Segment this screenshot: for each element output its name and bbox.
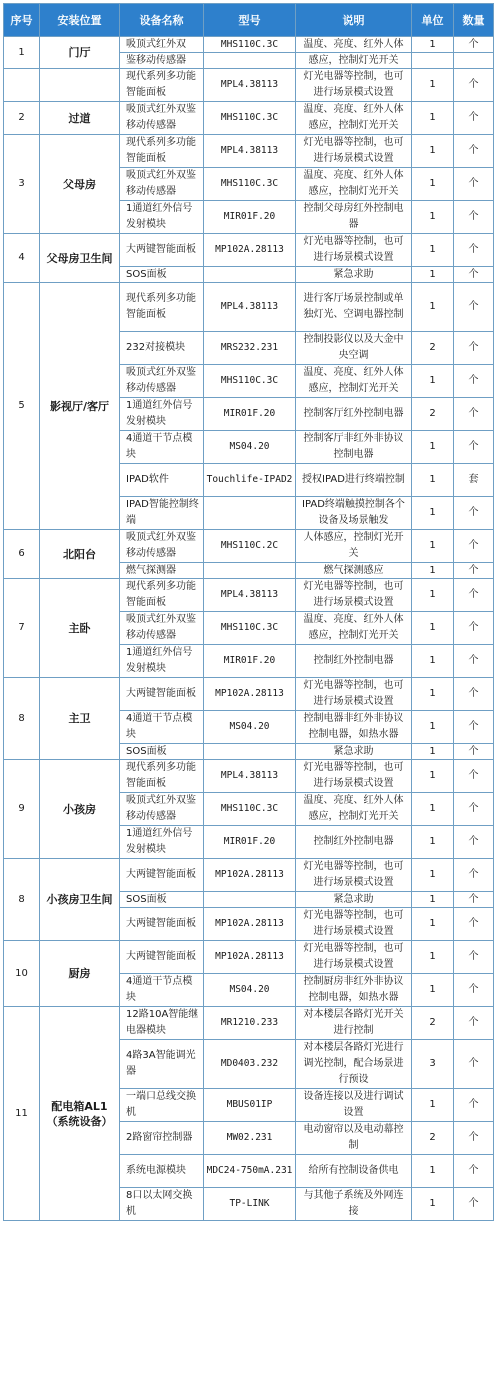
row-number: 6 bbox=[4, 530, 40, 579]
header-quantity: 数量 bbox=[454, 4, 494, 37]
row-number: 2 bbox=[4, 102, 40, 135]
table-row bbox=[4, 283, 494, 332]
row-device: 现代系列多功能智能面板 bbox=[120, 283, 204, 332]
header-device: 设备名称 bbox=[120, 4, 204, 37]
row-description: 感应，控制灯光开关 bbox=[296, 53, 412, 69]
row-device: SOS面板 bbox=[120, 267, 204, 283]
row-model: MIR01F.20 bbox=[204, 201, 296, 234]
row-description: 温度、亮度、红外人体感应，控制灯光开关 bbox=[296, 102, 412, 135]
row-description: 设备连接以及进行调试设置 bbox=[296, 1089, 412, 1122]
row-description: 灯光电器等控制，也可进行场景模式设置 bbox=[296, 678, 412, 711]
row-quantity: 个 bbox=[454, 497, 494, 530]
row-description: 温度、亮度、红外人体感应，控制灯光开关 bbox=[296, 793, 412, 826]
row-description: 灯光电器等控制，也可进行场景模式设置 bbox=[296, 941, 412, 974]
row-device: 吸顶式红外双鉴移动传感器 bbox=[120, 612, 204, 645]
row-location: 厨房 bbox=[40, 941, 120, 1007]
row-location: 配电箱AL1（系统设备） bbox=[40, 1007, 120, 1221]
row-quantity: 个 bbox=[454, 102, 494, 135]
row-model: MHS110C.3C bbox=[204, 168, 296, 201]
row-description: 控制投影仪以及大金中央空调 bbox=[296, 332, 412, 365]
row-device: 大两键智能面板 bbox=[120, 908, 204, 941]
row-device: 232对接模块 bbox=[120, 332, 204, 365]
row-description: 进行客厅场景控制或单独灯光、空调电器控制 bbox=[296, 283, 412, 332]
row-model bbox=[204, 892, 296, 908]
row-description: 人体感应，控制灯光开关 bbox=[296, 530, 412, 563]
row-quantity: 个 bbox=[454, 859, 494, 892]
header-unit: 单位 bbox=[412, 4, 454, 37]
row-quantity: 个 bbox=[454, 1040, 494, 1089]
row-description: 紧急求助 bbox=[296, 892, 412, 908]
row-device: 现代系列多功能智能面板 bbox=[120, 69, 204, 102]
row-model: MHS110C.3C bbox=[204, 365, 296, 398]
row-device: 4路3A智能调光器 bbox=[120, 1040, 204, 1089]
row-unit: 2 bbox=[412, 1007, 454, 1040]
row-quantity: 个 bbox=[454, 168, 494, 201]
table-row bbox=[4, 69, 494, 102]
row-model: MHS110C.3C bbox=[204, 102, 296, 135]
row-description: 温度、亮度、红外人体感应，控制灯光开关 bbox=[296, 168, 412, 201]
row-unit: 1 bbox=[412, 563, 454, 579]
row-quantity: 个 bbox=[454, 941, 494, 974]
table-row bbox=[4, 859, 494, 892]
row-device: 4通道干节点模块 bbox=[120, 711, 204, 744]
row-unit: 1 bbox=[412, 793, 454, 826]
row-quantity: 个 bbox=[454, 760, 494, 793]
row-model: MIR01F.20 bbox=[204, 826, 296, 859]
row-model: MS04.20 bbox=[204, 974, 296, 1007]
row-description: 燃气探测感应 bbox=[296, 563, 412, 579]
row-quantity: 个 bbox=[454, 744, 494, 760]
row-unit: 1 bbox=[412, 760, 454, 793]
row-description: 灯光电器等控制，也可进行场景模式设置 bbox=[296, 908, 412, 941]
row-model: MBUS01IP bbox=[204, 1089, 296, 1122]
row-quantity: 个 bbox=[454, 974, 494, 1007]
row-location: 过道 bbox=[40, 102, 120, 135]
row-number: 3 bbox=[4, 135, 40, 234]
row-description: 给所有控制设备供电 bbox=[296, 1155, 412, 1188]
row-quantity: 个 bbox=[454, 283, 494, 332]
row-device: 大两键智能面板 bbox=[120, 234, 204, 267]
row-quantity: 个 bbox=[454, 892, 494, 908]
row-description: 与其他子系统及外网连接 bbox=[296, 1188, 412, 1221]
row-device: 2路窗帘控制器 bbox=[120, 1122, 204, 1155]
row-location: 父母房卫生间 bbox=[40, 234, 120, 283]
row-quantity: 个 bbox=[454, 1122, 494, 1155]
row-quantity: 个 bbox=[454, 1188, 494, 1221]
row-device: 4通道干节点模块 bbox=[120, 431, 204, 464]
table-row bbox=[4, 102, 494, 135]
row-unit: 1 bbox=[412, 283, 454, 332]
row-model: MHS110C.3C bbox=[204, 37, 296, 53]
row-location: 小孩房卫生间 bbox=[40, 859, 120, 941]
row-unit: 1 bbox=[412, 201, 454, 234]
row-quantity: 个 bbox=[454, 1155, 494, 1188]
row-description: 对本楼层各路灯光开关进行控制 bbox=[296, 1007, 412, 1040]
row-unit: 1 bbox=[412, 892, 454, 908]
row-quantity: 个 bbox=[454, 645, 494, 678]
row-number: 5 bbox=[4, 283, 40, 530]
row-model: MP102A.28113 bbox=[204, 678, 296, 711]
row-quantity: 个 bbox=[454, 793, 494, 826]
row-model: MPL4.38113 bbox=[204, 579, 296, 612]
row-model bbox=[204, 53, 296, 69]
row-device: 1通道红外信号发射模块 bbox=[120, 398, 204, 431]
equipment-table bbox=[3, 3, 494, 1221]
row-location: 北阳台 bbox=[40, 530, 120, 579]
row-model: MHS110C.2C bbox=[204, 530, 296, 563]
row-model bbox=[204, 563, 296, 579]
row-device: IPAD软件 bbox=[120, 464, 204, 497]
row-model bbox=[204, 744, 296, 760]
row-model: MP102A.28113 bbox=[204, 859, 296, 892]
row-unit: 1 bbox=[412, 859, 454, 892]
row-device: 大两键智能面板 bbox=[120, 678, 204, 711]
row-quantity: 个 bbox=[454, 135, 494, 168]
row-description: 控制客厅红外控制电器 bbox=[296, 398, 412, 431]
row-description: 灯光电器等控制，也可进行场景模式设置 bbox=[296, 69, 412, 102]
row-unit: 1 bbox=[412, 267, 454, 283]
table-row bbox=[4, 135, 494, 168]
row-device: 吸顶式红外双鉴移动传感器 bbox=[120, 793, 204, 826]
row-number: 9 bbox=[4, 760, 40, 859]
table-row bbox=[4, 37, 494, 53]
table-body bbox=[4, 37, 494, 1221]
row-number: 7 bbox=[4, 579, 40, 678]
row-number: 1 bbox=[4, 37, 40, 69]
row-quantity: 个 bbox=[454, 201, 494, 234]
row-description: 电动窗帘以及电动幕控制 bbox=[296, 1122, 412, 1155]
row-quantity: 个 bbox=[454, 563, 494, 579]
row-quantity: 个 bbox=[454, 908, 494, 941]
row-description: 对本楼层各路灯光进行调光控制，配合场景进行预设 bbox=[296, 1040, 412, 1089]
row-description: 控制厨房非红外非协议控制电器，如热水器 bbox=[296, 974, 412, 1007]
row-number bbox=[4, 69, 40, 102]
row-unit: 2 bbox=[412, 398, 454, 431]
row-device: 吸顶式红外双鉴移动传感器 bbox=[120, 102, 204, 135]
row-model: MPL4.38113 bbox=[204, 69, 296, 102]
row-quantity: 个 bbox=[454, 1007, 494, 1040]
row-quantity: 个 bbox=[454, 398, 494, 431]
table-row bbox=[4, 234, 494, 267]
row-model: MP102A.28113 bbox=[204, 941, 296, 974]
row-device: 吸顶式红外双 bbox=[120, 37, 204, 53]
row-model: MPL4.38113 bbox=[204, 135, 296, 168]
table-row bbox=[4, 678, 494, 711]
row-location: 小孩房 bbox=[40, 760, 120, 859]
row-model bbox=[204, 497, 296, 530]
row-description: 控制客厅非红外非协议控制电器 bbox=[296, 431, 412, 464]
table-row bbox=[4, 760, 494, 793]
row-unit: 1 bbox=[412, 365, 454, 398]
row-location: 主卫 bbox=[40, 678, 120, 760]
row-device: 现代系列多功能智能面板 bbox=[120, 579, 204, 612]
row-description: 授权IPAD进行终端控制 bbox=[296, 464, 412, 497]
row-description: 温度、亮度、红外人体感应，控制灯光开关 bbox=[296, 365, 412, 398]
row-model: MIR01F.20 bbox=[204, 645, 296, 678]
row-device: 大两键智能面板 bbox=[120, 859, 204, 892]
row-unit: 1 bbox=[412, 464, 454, 497]
row-unit: 1 bbox=[412, 102, 454, 135]
row-unit: 1 bbox=[412, 234, 454, 267]
row-unit: 1 bbox=[412, 69, 454, 102]
row-device: 一端口总线交换机 bbox=[120, 1089, 204, 1122]
row-model: MS04.20 bbox=[204, 431, 296, 464]
row-unit: 1 bbox=[412, 37, 454, 53]
row-number: 4 bbox=[4, 234, 40, 283]
row-quantity: 个 bbox=[454, 711, 494, 744]
row-number: 11 bbox=[4, 1007, 40, 1221]
row-description: IPAD终端触摸控制各个设备及场景触发 bbox=[296, 497, 412, 530]
row-model: MIR01F.20 bbox=[204, 398, 296, 431]
row-description: 控制电器非红外非协议控制电器，如热水器 bbox=[296, 711, 412, 744]
row-unit: 1 bbox=[412, 908, 454, 941]
row-unit: 1 bbox=[412, 1155, 454, 1188]
row-quantity: 个 bbox=[454, 69, 494, 102]
row-device: 现代系列多功能智能面板 bbox=[120, 760, 204, 793]
row-device: 吸顶式红外双鉴移动传感器 bbox=[120, 365, 204, 398]
row-quantity: 个 bbox=[454, 678, 494, 711]
row-unit: 1 bbox=[412, 941, 454, 974]
row-device: SOS面板 bbox=[120, 892, 204, 908]
row-unit: 1 bbox=[412, 678, 454, 711]
row-device: 系统电源模块 bbox=[120, 1155, 204, 1188]
row-model: Touchlife-IPAD2 bbox=[204, 464, 296, 497]
header-model: 型号 bbox=[204, 4, 296, 37]
row-device: 1通道红外信号发射模块 bbox=[120, 645, 204, 678]
row-unit: 1 bbox=[412, 431, 454, 464]
row-device: 8口以太网交换机 bbox=[120, 1188, 204, 1221]
row-unit: 1 bbox=[412, 711, 454, 744]
header-no: 序号 bbox=[4, 4, 40, 37]
table-header-row bbox=[4, 4, 494, 37]
row-unit: 1 bbox=[412, 645, 454, 678]
row-model: MRS232.231 bbox=[204, 332, 296, 365]
row-description: 紧急求助 bbox=[296, 744, 412, 760]
row-description: 灯光电器等控制，也可进行场景模式设置 bbox=[296, 579, 412, 612]
row-quantity: 个 bbox=[454, 332, 494, 365]
row-location: 父母房 bbox=[40, 135, 120, 234]
row-unit: 1 bbox=[412, 1089, 454, 1122]
row-unit: 1 bbox=[412, 826, 454, 859]
row-location: 主卧 bbox=[40, 579, 120, 678]
row-unit: 1 bbox=[412, 497, 454, 530]
row-unit: 1 bbox=[412, 168, 454, 201]
row-model: MW02.231 bbox=[204, 1122, 296, 1155]
row-quantity: 个 bbox=[454, 826, 494, 859]
row-description: 温度、亮度、红外人体感应，控制灯光开关 bbox=[296, 612, 412, 645]
row-model: MPL4.38113 bbox=[204, 760, 296, 793]
row-unit bbox=[412, 53, 454, 69]
row-quantity: 个 bbox=[454, 1089, 494, 1122]
row-quantity bbox=[454, 53, 494, 69]
row-device: 1通道红外信号发射模块 bbox=[120, 826, 204, 859]
row-quantity: 个 bbox=[454, 612, 494, 645]
row-device: 燃气探测器 bbox=[120, 563, 204, 579]
row-number: 8 bbox=[4, 859, 40, 941]
table-row bbox=[4, 530, 494, 563]
row-unit: 1 bbox=[412, 1188, 454, 1221]
row-device: 吸顶式红外双鉴移动传感器 bbox=[120, 168, 204, 201]
row-device: 吸顶式红外双鉴移动传感器 bbox=[120, 530, 204, 563]
row-unit: 1 bbox=[412, 612, 454, 645]
row-model: MHS110C.3C bbox=[204, 793, 296, 826]
row-model: MHS110C.3C bbox=[204, 612, 296, 645]
row-location: 影视厅/客厅 bbox=[40, 283, 120, 530]
row-number: 8 bbox=[4, 678, 40, 760]
row-unit: 2 bbox=[412, 332, 454, 365]
row-device: IPAD智能控制终端 bbox=[120, 497, 204, 530]
row-model bbox=[204, 267, 296, 283]
row-quantity: 个 bbox=[454, 365, 494, 398]
row-device: SOS面板 bbox=[120, 744, 204, 760]
row-model: MP102A.28113 bbox=[204, 234, 296, 267]
row-model: MD0403.232 bbox=[204, 1040, 296, 1089]
row-description: 控制红外控制电器 bbox=[296, 645, 412, 678]
row-quantity: 套 bbox=[454, 464, 494, 497]
row-description: 灯光电器等控制，也可进行场景模式设置 bbox=[296, 135, 412, 168]
table-row bbox=[4, 941, 494, 974]
row-quantity: 个 bbox=[454, 37, 494, 53]
row-device: 4通道干节点模块 bbox=[120, 974, 204, 1007]
row-device: 1通道红外信号发射模块 bbox=[120, 201, 204, 234]
row-description: 控制父母房红外控制电器 bbox=[296, 201, 412, 234]
row-device: 12路10A智能继电器模块 bbox=[120, 1007, 204, 1040]
row-model: MS04.20 bbox=[204, 711, 296, 744]
row-quantity: 个 bbox=[454, 579, 494, 612]
row-model: MDC24-750mA.231 bbox=[204, 1155, 296, 1188]
row-description: 紧急求助 bbox=[296, 267, 412, 283]
header-location: 安装位置 bbox=[40, 4, 120, 37]
row-model: MP102A.28113 bbox=[204, 908, 296, 941]
row-quantity: 个 bbox=[454, 530, 494, 563]
row-device: 鉴移动传感器 bbox=[120, 53, 204, 69]
row-unit: 1 bbox=[412, 135, 454, 168]
row-description: 灯光电器等控制，也可进行场景模式设置 bbox=[296, 859, 412, 892]
row-unit: 3 bbox=[412, 1040, 454, 1089]
row-quantity: 个 bbox=[454, 431, 494, 464]
row-unit: 2 bbox=[412, 1122, 454, 1155]
row-unit: 1 bbox=[412, 744, 454, 760]
row-unit: 1 bbox=[412, 579, 454, 612]
row-quantity: 个 bbox=[454, 267, 494, 283]
row-device: 大两键智能面板 bbox=[120, 941, 204, 974]
equipment-list-sheet bbox=[3, 3, 493, 1221]
table-row bbox=[4, 579, 494, 612]
row-quantity: 个 bbox=[454, 234, 494, 267]
table-row bbox=[4, 1007, 494, 1040]
row-location: 门厅 bbox=[40, 37, 120, 69]
row-number: 10 bbox=[4, 941, 40, 1007]
row-unit: 1 bbox=[412, 974, 454, 1007]
row-unit: 1 bbox=[412, 530, 454, 563]
row-model: MR1210.233 bbox=[204, 1007, 296, 1040]
header-description: 说明 bbox=[296, 4, 412, 37]
row-description: 温度、亮度、红外人体 bbox=[296, 37, 412, 53]
row-description: 控制红外控制电器 bbox=[296, 826, 412, 859]
row-model: MPL4.38113 bbox=[204, 283, 296, 332]
row-device: 现代系列多功能智能面板 bbox=[120, 135, 204, 168]
row-description: 灯光电器等控制，也可进行场景模式设置 bbox=[296, 234, 412, 267]
row-model: TP-LINK bbox=[204, 1188, 296, 1221]
row-location bbox=[40, 69, 120, 102]
row-description: 灯光电器等控制，也可进行场景模式设置 bbox=[296, 760, 412, 793]
